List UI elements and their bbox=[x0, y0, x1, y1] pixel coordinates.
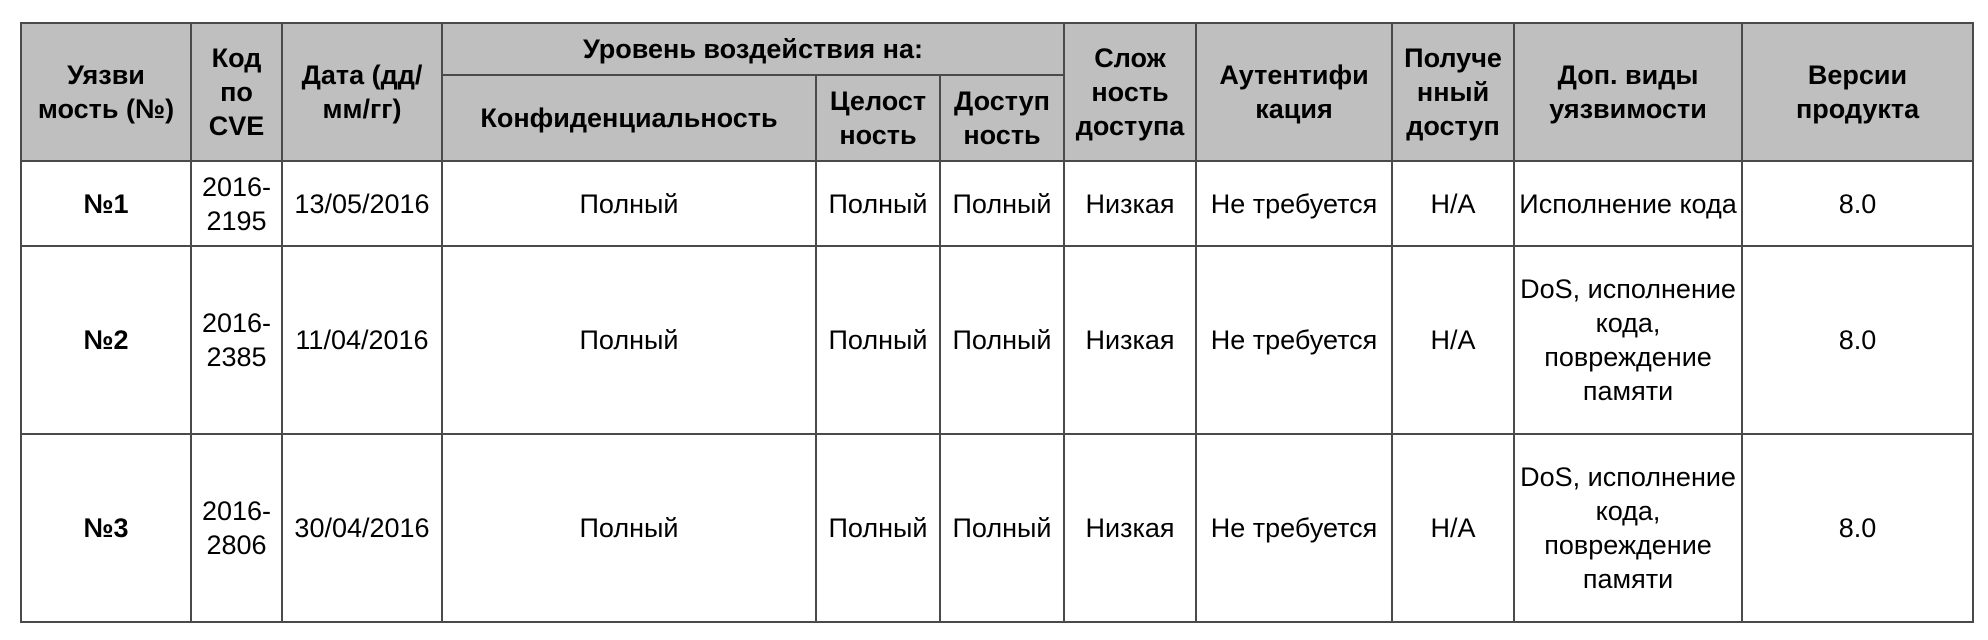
cell-auth: Не требуется bbox=[1196, 246, 1392, 434]
cell-date: 30/04/2016 bbox=[282, 434, 442, 622]
cell-extra: DoS, исполнение кода, повреждение памяти bbox=[1514, 246, 1742, 434]
cell-access: Н/А bbox=[1392, 161, 1514, 246]
cell-complexity: Низкая bbox=[1064, 246, 1196, 434]
header-date: Дата (дд/ мм/гг) bbox=[282, 23, 442, 161]
table-row bbox=[21, 434, 1973, 622]
header-row-top bbox=[21, 23, 1973, 75]
vulnerability-table bbox=[20, 22, 1974, 623]
header-auth: Аутентифи кация bbox=[1196, 23, 1392, 161]
cell-complexity: Низкая bbox=[1064, 161, 1196, 246]
table-row bbox=[21, 161, 1973, 246]
cell-cve: 2016- 2385 bbox=[191, 246, 282, 434]
header-availability: Доступ ность bbox=[940, 75, 1064, 161]
header-versions: Версии продукта bbox=[1742, 23, 1973, 161]
cell-confidentiality: Полный bbox=[442, 434, 816, 622]
cell-vuln: №1 bbox=[21, 161, 191, 246]
header-vuln: Уязви мость (№) bbox=[21, 23, 191, 161]
cell-versions: 8.0 bbox=[1742, 434, 1973, 622]
cell-availability: Полный bbox=[940, 246, 1064, 434]
cell-auth: Не требуется bbox=[1196, 434, 1392, 622]
header-extra: Доп. виды уязвимости bbox=[1514, 23, 1742, 161]
header-confidentiality: Конфиденциальность bbox=[442, 75, 816, 161]
cell-availability: Полный bbox=[940, 161, 1064, 246]
cell-extra: Исполнение кода bbox=[1514, 161, 1742, 246]
cell-availability: Полный bbox=[940, 434, 1064, 622]
header-complexity: Слож ность доступа bbox=[1064, 23, 1196, 161]
cell-access: Н/А bbox=[1392, 246, 1514, 434]
cell-integrity: Полный bbox=[816, 434, 940, 622]
cell-confidentiality: Полный bbox=[442, 246, 816, 434]
cell-extra: DoS, исполнение кода, повреждение памяти bbox=[1514, 434, 1742, 622]
cell-vuln: №3 bbox=[21, 434, 191, 622]
cell-confidentiality: Полный bbox=[442, 161, 816, 246]
header-cve: Код по CVE bbox=[191, 23, 282, 161]
header-access: Получе нный доступ bbox=[1392, 23, 1514, 161]
cell-versions: 8.0 bbox=[1742, 246, 1973, 434]
header-integrity: Целост ность bbox=[816, 75, 940, 161]
cell-auth: Не требуется bbox=[1196, 161, 1392, 246]
cell-vuln: №2 bbox=[21, 246, 191, 434]
table-row bbox=[21, 246, 1973, 434]
cell-access: Н/А bbox=[1392, 434, 1514, 622]
cell-complexity: Низкая bbox=[1064, 434, 1196, 622]
cell-versions: 8.0 bbox=[1742, 161, 1973, 246]
cell-date: 13/05/2016 bbox=[282, 161, 442, 246]
cell-date: 11/04/2016 bbox=[282, 246, 442, 434]
cell-integrity: Полный bbox=[816, 246, 940, 434]
cell-cve: 2016- 2195 bbox=[191, 161, 282, 246]
cell-integrity: Полный bbox=[816, 161, 940, 246]
header-impact: Уровень воздействия на: bbox=[442, 23, 1064, 75]
cell-cve: 2016- 2806 bbox=[191, 434, 282, 622]
